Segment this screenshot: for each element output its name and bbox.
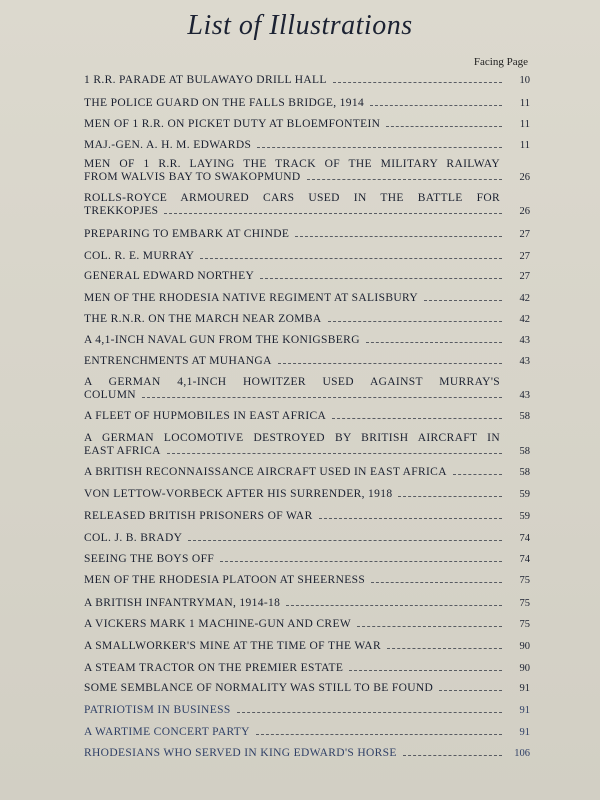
illustration-entry	[84, 597, 530, 610]
entry-page-number: 43	[519, 335, 530, 346]
entry-text: SEEING THE BOYS OFF	[84, 553, 215, 565]
entry-text: 1 R.R. PARADE AT BULAWAYO DRILL HALL	[84, 74, 327, 86]
illustration-entry	[84, 618, 530, 631]
leader-dots	[357, 619, 502, 627]
entry-text: A 4,1-INCH NAVAL GUN FROM THE KONIGSBERG	[84, 334, 360, 346]
entry-page-number: 11	[519, 98, 530, 109]
entry-page-number: 91	[519, 727, 530, 738]
leader-dots	[403, 748, 502, 756]
entry-page-number: 58	[519, 467, 530, 478]
illustration-entry	[84, 139, 530, 152]
entry-page-number: 106	[514, 748, 530, 759]
entry-page-number: 27	[519, 229, 530, 240]
entry-text: RHODESIANS WHO SERVED IN KING EDWARD'S HORSE	[84, 747, 397, 759]
entry-page-number: 75	[519, 598, 530, 609]
entry-text: COLUMN	[84, 389, 136, 401]
entry-page-number: 74	[519, 554, 530, 565]
leader-dots	[167, 446, 502, 454]
illustration-entry	[84, 574, 530, 587]
entry-page-number: 27	[519, 271, 530, 282]
leader-dots	[142, 390, 502, 398]
entry-page-number: 90	[519, 663, 530, 674]
entry-text-line: A GERMAN 4,1-INCH HOWITZER USED AGAINST MURRAY'S	[84, 376, 500, 388]
entry-page-number: 74	[519, 533, 530, 544]
entry-page-number: 43	[519, 390, 530, 401]
leader-dots	[286, 598, 502, 606]
entry-text: MAJ.-GEN. A. H. M. EDWARDS	[84, 139, 252, 151]
illustration-entry	[84, 118, 530, 131]
entry-text: A STEAM TRACTOR ON THE PREMIER ESTATE	[84, 662, 344, 674]
illustration-entry	[84, 682, 530, 695]
entry-text: PATRIOTISM IN BUSINESS	[84, 704, 231, 716]
leader-dots	[386, 119, 502, 127]
entry-page-number: 59	[519, 489, 530, 500]
leader-dots	[366, 335, 502, 343]
entry-page-number: 26	[519, 206, 530, 217]
entry-page-number: 91	[519, 683, 530, 694]
illustration-entry	[84, 74, 530, 87]
leader-dots	[371, 575, 502, 583]
leader-dots	[328, 314, 502, 322]
illustration-entry	[84, 410, 530, 423]
entry-text: A BRITISH INFANTRYMAN, 1914-18	[84, 597, 281, 609]
entry-text-line: ROLLS-ROYCE ARMOURED CARS USED IN THE BATTLE FOR	[84, 192, 500, 204]
illustration-entry	[84, 640, 530, 653]
leader-dots	[398, 489, 502, 497]
entry-text: TREKKOPJES	[84, 205, 159, 217]
illustration-entry	[84, 704, 530, 717]
entry-text: GENERAL EDWARD NORTHEY	[84, 270, 255, 282]
entry-page-number: 59	[519, 511, 530, 522]
leader-dots	[278, 356, 502, 364]
illustration-entry	[84, 334, 530, 347]
leader-dots	[237, 705, 502, 713]
leader-dots	[257, 140, 502, 148]
entry-page-number: 11	[519, 140, 530, 151]
leader-dots	[188, 533, 502, 541]
entry-text: A FLEET OF HUPMOBILES IN EAST AFRICA	[84, 410, 327, 422]
entry-text-line: A GERMAN LOCOMOTIVE DESTROYED BY BRITISH AIRCRAFT IN	[84, 432, 500, 444]
illustration-entry	[84, 250, 530, 263]
illustration-entry	[84, 747, 530, 760]
entry-page-number: 42	[519, 293, 530, 304]
entry-text: MEN OF 1 R.R. ON PICKET DUTY AT BLOEMFONTEIN	[84, 118, 381, 130]
leader-dots	[220, 554, 502, 562]
leader-dots	[200, 251, 502, 259]
entry-page-number: 75	[519, 619, 530, 630]
leader-dots	[295, 229, 502, 237]
entry-text: SOME SEMBLANCE OF NORMALITY WAS STILL TO BE FOUND	[84, 682, 434, 694]
entry-page-number: 26	[519, 172, 530, 183]
entry-page-number: 27	[519, 251, 530, 262]
illustration-entry	[84, 726, 530, 739]
illustration-entry	[84, 553, 530, 566]
entry-text: A VICKERS MARK 1 MACHINE-GUN AND CREW	[84, 618, 352, 630]
entry-text: EAST AFRICA	[84, 445, 161, 457]
illustration-entry	[84, 532, 530, 545]
entry-page-number: 42	[519, 314, 530, 325]
illustration-entry	[84, 355, 530, 368]
entry-page-number: 11	[519, 119, 530, 130]
leader-dots	[164, 206, 502, 214]
illustration-entry	[84, 97, 530, 110]
entry-page-number: 91	[519, 705, 530, 716]
leader-dots	[453, 467, 502, 475]
leader-dots	[439, 683, 502, 691]
illustration-entry	[84, 228, 530, 241]
entry-text: FROM WALVIS BAY TO SWAKOPMUND	[84, 171, 301, 183]
illustration-entry	[84, 432, 530, 458]
entry-text: MEN OF THE RHODESIA NATIVE REGIMENT AT SALISBURY	[84, 292, 419, 304]
illustration-entry	[84, 270, 530, 283]
illustration-entry	[84, 192, 530, 218]
entry-page-number: 58	[519, 411, 530, 422]
leader-dots	[319, 511, 502, 519]
page-title: List of Illustrations	[187, 10, 413, 41]
illustration-entry	[84, 510, 530, 523]
entry-text: PREPARING TO EMBARK AT CHINDE	[84, 228, 290, 240]
leader-dots	[333, 75, 502, 83]
entry-text: VON LETTOW-VORBECK AFTER HIS SURRENDER, 1918	[84, 488, 393, 500]
leader-dots	[349, 663, 502, 671]
illustration-entry	[84, 488, 530, 501]
leader-dots	[424, 293, 502, 301]
illustration-entry	[84, 313, 530, 326]
entry-text: RELEASED BRITISH PRISONERS OF WAR	[84, 510, 313, 522]
illustration-entry	[84, 662, 530, 675]
entry-text: A BRITISH RECONNAISSANCE AIRCRAFT USED IN EAST AFRICA	[84, 466, 447, 478]
illustration-entry	[84, 292, 530, 305]
entry-text: ENTRENCHMENTS AT MUHANGA	[84, 355, 272, 367]
entry-page-number: 58	[519, 446, 530, 457]
entry-text: THE R.N.R. ON THE MARCH NEAR ZOMBA	[84, 313, 322, 325]
leader-dots	[260, 271, 502, 279]
leader-dots	[307, 172, 502, 180]
entry-page-number: 43	[519, 356, 530, 367]
entry-page-number: 75	[519, 575, 530, 586]
entry-page-number: 90	[519, 641, 530, 652]
leader-dots	[387, 641, 502, 649]
entry-text: A WARTIME CONCERT PARTY	[84, 726, 250, 738]
illustration-entry	[84, 376, 530, 402]
illustration-entry	[84, 466, 530, 479]
entry-text: A SMALLWORKER'S MINE AT THE TIME OF THE WAR	[84, 640, 381, 652]
entry-text: COL. R. E. MURRAY	[84, 250, 195, 262]
illustration-entry	[84, 158, 530, 184]
leader-dots	[370, 98, 502, 106]
leader-dots	[256, 727, 502, 735]
entry-text: COL. J. B. BRADY	[84, 532, 183, 544]
leader-dots	[332, 411, 502, 419]
entry-text: MEN OF THE RHODESIA PLATOON AT SHEERNESS	[84, 574, 366, 586]
entry-text: THE POLICE GUARD ON THE FALLS BRIDGE, 1914	[84, 97, 365, 109]
entry-page-number: 10	[519, 75, 530, 86]
facing-page-label: Facing Page	[473, 56, 528, 68]
entry-text-line: MEN OF 1 R.R. LAYING THE TRACK OF THE MILITARY RAILWAY	[84, 158, 500, 170]
